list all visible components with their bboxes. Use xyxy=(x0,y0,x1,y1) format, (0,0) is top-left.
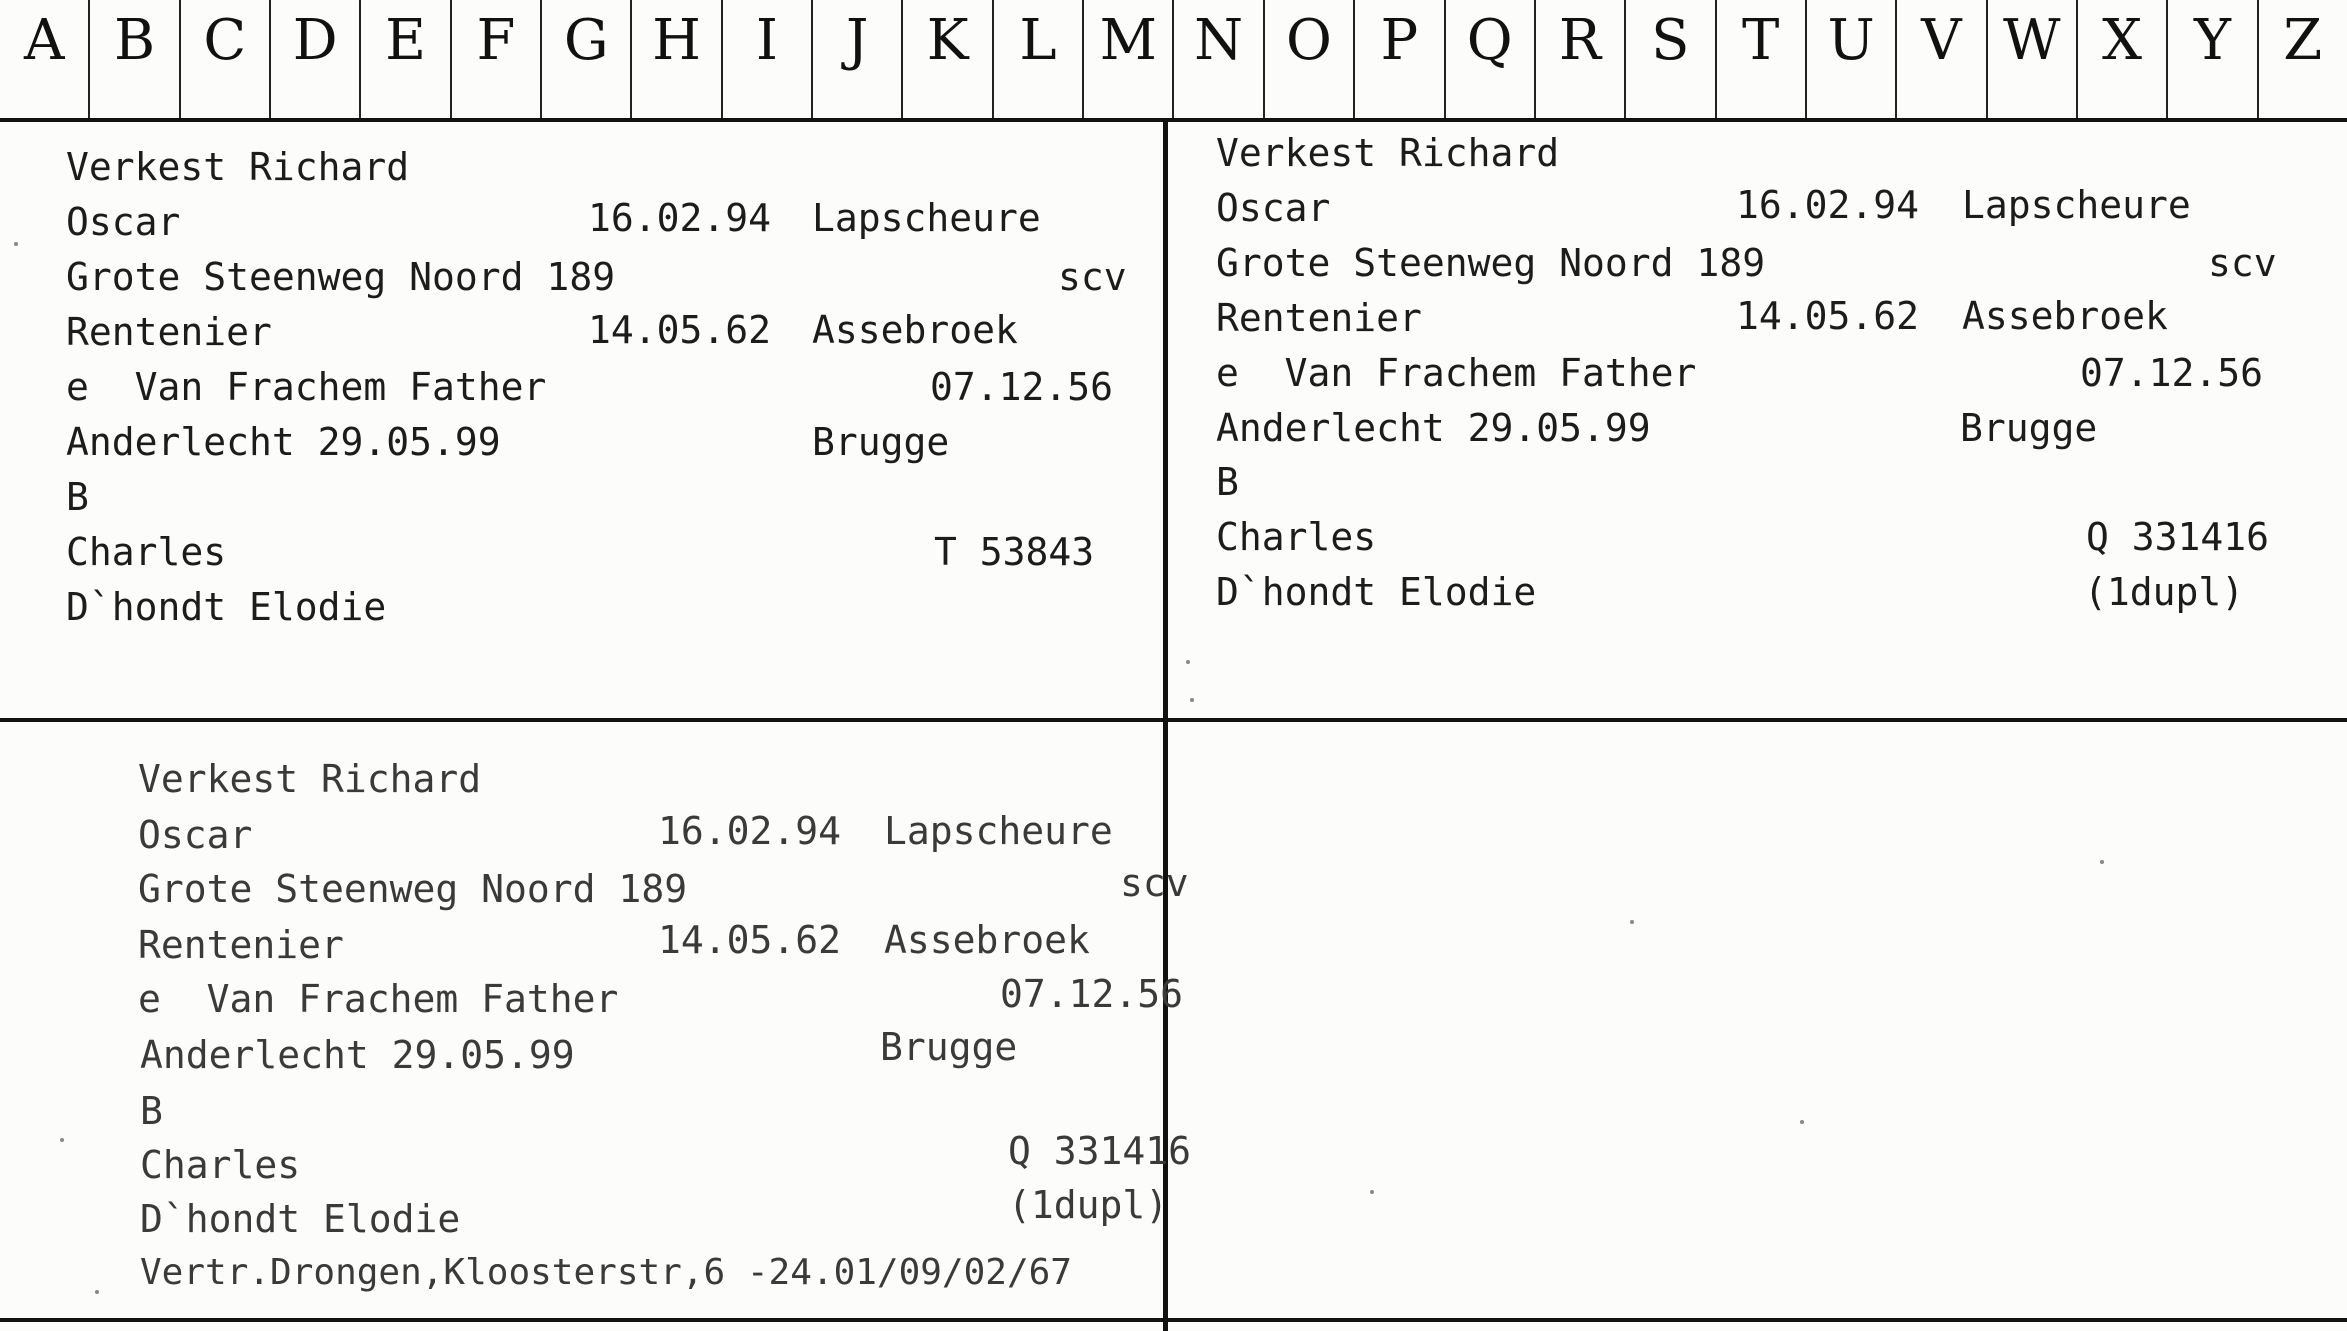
card-birth-place: Lapscheure xyxy=(1962,183,2191,227)
card-place-date-4: Anderlecht 29.05.99 xyxy=(1216,406,1651,450)
alphabet-letter-m: M xyxy=(1082,0,1172,118)
alphabet-letter-e: E xyxy=(359,0,449,118)
card-ref: Q 331416 xyxy=(2086,515,2270,559)
alphabet-letter-d: D xyxy=(269,0,359,118)
card-spouse: e Van Frachem Father xyxy=(66,365,547,409)
card-father: Charles xyxy=(66,530,227,574)
card-place-2: Assebroek xyxy=(812,308,1018,352)
card-name: Verkest Richard xyxy=(138,757,482,801)
card-place-4: Brugge xyxy=(880,1025,1018,1069)
card-extra-note: Vertr.Drongen,Kloosterstr,6 -24.01/09/02/67 xyxy=(140,1252,1072,1293)
card-birth-place: Lapscheure xyxy=(812,196,1041,240)
speck xyxy=(95,1290,99,1294)
card-letter: B xyxy=(140,1089,163,1133)
card-place-date-4: Anderlecht 29.05.99 xyxy=(66,420,501,464)
alphabet-letter-i: I xyxy=(721,0,811,118)
card-mother: D`hondt Elodie xyxy=(140,1197,461,1241)
card-spouse: e Van Frachem Father xyxy=(138,977,619,1021)
card-birth-place: Lapscheure xyxy=(884,809,1113,853)
speck xyxy=(60,1138,64,1142)
card-place-2: Assebroek xyxy=(1962,294,2168,338)
speck xyxy=(1186,660,1190,664)
alphabet-letter-a: A xyxy=(23,8,65,73)
alphabet-letter-s: S xyxy=(1624,0,1714,118)
speck xyxy=(1190,698,1194,702)
alphabet-letter-y: Y xyxy=(2166,0,2256,118)
alphabet-letter-c: C xyxy=(179,0,269,118)
alphabet-letter-k: K xyxy=(901,0,991,118)
card-first-name: Oscar xyxy=(138,813,253,857)
card-letter: B xyxy=(66,475,89,519)
alphabet-letter-g: G xyxy=(540,0,630,118)
alphabet-letter-r: R xyxy=(1534,0,1624,118)
card-code: scv xyxy=(1058,255,1127,299)
card-date-2: 14.05.62 xyxy=(588,308,772,352)
alphabet-letter-n: N xyxy=(1172,0,1262,118)
bottom-divider xyxy=(0,1318,2347,1322)
card-birth-date: 16.02.94 xyxy=(588,196,772,240)
card-occupation: Rentenier xyxy=(66,310,272,354)
alphabet-letter-h: H xyxy=(630,0,720,118)
card-first-name: Oscar xyxy=(1216,186,1331,230)
alphabet-letter-p: P xyxy=(1353,0,1443,118)
card-mother: D`hondt Elodie xyxy=(66,585,387,629)
card-note: (1dupl) xyxy=(1008,1183,1169,1227)
card-father: Charles xyxy=(140,1143,301,1187)
card-ref: T 53843 xyxy=(934,530,1095,574)
card-date-3: 07.12.56 xyxy=(2080,351,2264,395)
alphabet-letter-l: L xyxy=(992,0,1082,118)
speck xyxy=(14,242,18,246)
card-note: (1dupl) xyxy=(2084,570,2245,614)
card-place-date-4: Anderlecht 29.05.99 xyxy=(140,1033,575,1077)
speck xyxy=(1800,1120,1804,1124)
card-father: Charles xyxy=(1216,515,1377,559)
card-occupation: Rentenier xyxy=(138,923,344,967)
alphabet-letter-u: U xyxy=(1805,0,1895,118)
card-birth-date: 16.02.94 xyxy=(1736,183,1920,227)
alphabet-letter-j: J xyxy=(811,0,901,118)
card-birth-date: 16.02.94 xyxy=(658,809,842,853)
alphabet-letter-w: W xyxy=(1986,0,2076,118)
card-date-2: 14.05.62 xyxy=(658,918,842,962)
card-place-4: Brugge xyxy=(1960,406,2098,450)
card-code: scv xyxy=(2208,241,2277,285)
card-name: Verkest Richard xyxy=(1216,131,1560,175)
horizontal-divider xyxy=(0,718,2347,722)
alphabet-index-strip xyxy=(0,0,2347,122)
card-date-2: 14.05.62 xyxy=(1736,294,1920,338)
card-address: Grote Steenweg Noord 189 xyxy=(66,255,616,299)
card-code: scv xyxy=(1120,861,1189,905)
card-address: Grote Steenweg Noord 189 xyxy=(1216,241,1766,285)
card-date-3: 07.12.56 xyxy=(1000,972,1184,1016)
card-mother: D`hondt Elodie xyxy=(1216,570,1537,614)
alphabet-letter-q: Q xyxy=(1444,0,1534,118)
alphabet-letter-b: B xyxy=(88,0,178,118)
card-first-name: Oscar xyxy=(66,200,181,244)
card-address: Grote Steenweg Noord 189 xyxy=(138,867,688,911)
card-name: Verkest Richard xyxy=(66,145,410,189)
speck xyxy=(1370,1190,1374,1194)
card-place-2: Assebroek xyxy=(884,918,1090,962)
speck xyxy=(1630,920,1634,924)
alphabet-letter-f: F xyxy=(450,0,540,118)
card-spouse: e Van Frachem Father xyxy=(1216,351,1697,395)
card-place-4: Brugge xyxy=(812,420,950,464)
alphabet-letter-x: X xyxy=(2076,0,2166,118)
card-date-3: 07.12.56 xyxy=(930,365,1114,409)
alphabet-letter-o: O xyxy=(1263,0,1353,118)
alphabet-letter-z: Z xyxy=(2257,0,2347,118)
speck xyxy=(2100,860,2104,864)
alphabet-letter-t: T xyxy=(1715,0,1805,118)
card-occupation: Rentenier xyxy=(1216,296,1422,340)
alphabet-letter-v: V xyxy=(1895,0,1985,118)
card-ref: Q 331416 xyxy=(1008,1129,1192,1173)
card-letter: B xyxy=(1216,460,1239,504)
